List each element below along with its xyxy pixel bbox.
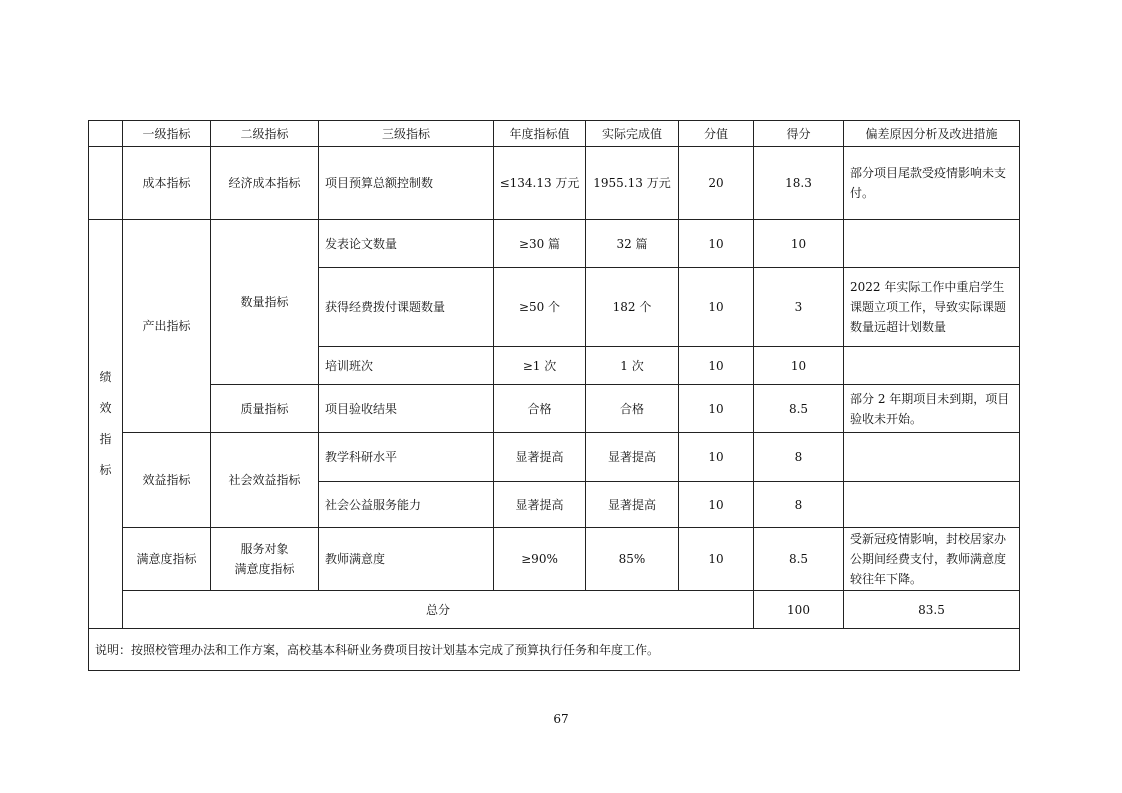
- row-target: ≥30 篇: [494, 220, 586, 268]
- footer-row: [89, 629, 1020, 671]
- header-row: [89, 121, 1020, 147]
- cost-level1: 成本指标: [123, 147, 211, 220]
- row-score: 10: [754, 220, 844, 268]
- footer-note: 说明：按照校管理办法和工作方案，高校基本科研业务费项目按计划基本完成了预算执行任务和年度工作。: [89, 629, 1020, 671]
- row-target: 显著提高: [494, 482, 586, 528]
- row-level3: 教师满意度: [319, 528, 494, 591]
- header-score: 得分: [754, 121, 844, 147]
- header-target: 年度指标值: [494, 121, 586, 147]
- row-note: [844, 347, 1020, 385]
- header-level3: 三级指标: [319, 121, 494, 147]
- table-row: [89, 433, 1020, 482]
- row-weight: 10: [679, 385, 754, 433]
- row-level3: 社会公益服务能力: [319, 482, 494, 528]
- satisfaction-level1: 满意度指标: [123, 528, 211, 591]
- output-level1: 产出指标: [123, 220, 211, 433]
- row-weight: 10: [679, 482, 754, 528]
- row-level3: 获得经费拨付课题数量: [319, 268, 494, 347]
- social-benefit-level2: 社会效益指标: [211, 433, 319, 528]
- cost-level3: 项目预算总额控制数: [319, 147, 494, 220]
- row-score: 10: [754, 347, 844, 385]
- total-label: 总分: [123, 591, 754, 629]
- row-level3: 教学科研水平: [319, 433, 494, 482]
- row-level3: 培训班次: [319, 347, 494, 385]
- row-actual: 1 次: [586, 347, 679, 385]
- row-actual: 显著提高: [586, 482, 679, 528]
- row-level3: 发表论文数量: [319, 220, 494, 268]
- table-row: [89, 528, 1020, 591]
- total-row: [89, 591, 1020, 629]
- row-actual: 32 篇: [586, 220, 679, 268]
- row-target: 显著提高: [494, 433, 586, 482]
- benefit-level1: 效益指标: [123, 433, 211, 528]
- row-weight: 10: [679, 528, 754, 591]
- row-weight: 10: [679, 268, 754, 347]
- row-actual: 合格: [586, 385, 679, 433]
- page-number: 67: [553, 712, 569, 726]
- row-actual: 显著提高: [586, 433, 679, 482]
- cost-level2: 经济成本指标: [211, 147, 319, 220]
- satisfaction-level2-line2: 满意度指标: [234, 562, 295, 576]
- header-blank: [89, 121, 123, 147]
- performance-table: [88, 120, 1020, 671]
- quality-level2: 质量指标: [211, 385, 319, 433]
- header-level2: 二级指标: [211, 121, 319, 147]
- table-row: [89, 385, 1020, 433]
- row-note: 部分 2 年期项目未到期，项目验收未开始。: [844, 385, 1020, 433]
- table-row: [89, 220, 1020, 268]
- cost-actual: 1955.13 万元: [586, 147, 679, 220]
- row-weight: 10: [679, 347, 754, 385]
- row-note: 受新冠疫情影响，封校居家办公期间经费支付，教师满意度较往年下降。: [844, 528, 1020, 591]
- performance-indicator-label: [89, 220, 123, 629]
- row-actual: 85%: [586, 528, 679, 591]
- cost-blank-cell: [89, 147, 123, 220]
- satisfaction-level2-line1: 服务对象: [240, 542, 289, 556]
- row-score: 8.5: [754, 385, 844, 433]
- row-weight: 10: [679, 220, 754, 268]
- header-actual: 实际完成值: [586, 121, 679, 147]
- row-level3: 项目验收结果: [319, 385, 494, 433]
- satisfaction-level2: [211, 528, 319, 591]
- row-target: 合格: [494, 385, 586, 433]
- quantity-level2: 数量指标: [211, 220, 319, 385]
- cost-row: [89, 147, 1020, 220]
- cost-target: ≤134.13 万元: [494, 147, 586, 220]
- header-analysis: 偏差原因分析及改进措施: [844, 121, 1020, 147]
- total-score: 83.5: [844, 591, 1020, 629]
- row-note: [844, 482, 1020, 528]
- performance-label-text: 绩效指标: [99, 370, 112, 477]
- header-weight: 分值: [679, 121, 754, 147]
- row-target: ≥90%: [494, 528, 586, 591]
- row-note: 2022 年实际工作中重启学生课题立项工作，导致实际课题数量远超计划数量: [844, 268, 1020, 347]
- cost-score: 18.3: [754, 147, 844, 220]
- row-score: 8: [754, 482, 844, 528]
- total-weight: 100: [754, 591, 844, 629]
- cost-note: 部分项目尾款受疫情影响未支付。: [844, 147, 1020, 220]
- row-score: 8: [754, 433, 844, 482]
- header-level1: 一级指标: [123, 121, 211, 147]
- row-weight: 10: [679, 433, 754, 482]
- row-score: 8.5: [754, 528, 844, 591]
- row-score: 3: [754, 268, 844, 347]
- row-target: ≥50 个: [494, 268, 586, 347]
- row-target: ≥1 次: [494, 347, 586, 385]
- row-actual: 182 个: [586, 268, 679, 347]
- cost-weight: 20: [679, 147, 754, 220]
- row-note: [844, 433, 1020, 482]
- row-note: [844, 220, 1020, 268]
